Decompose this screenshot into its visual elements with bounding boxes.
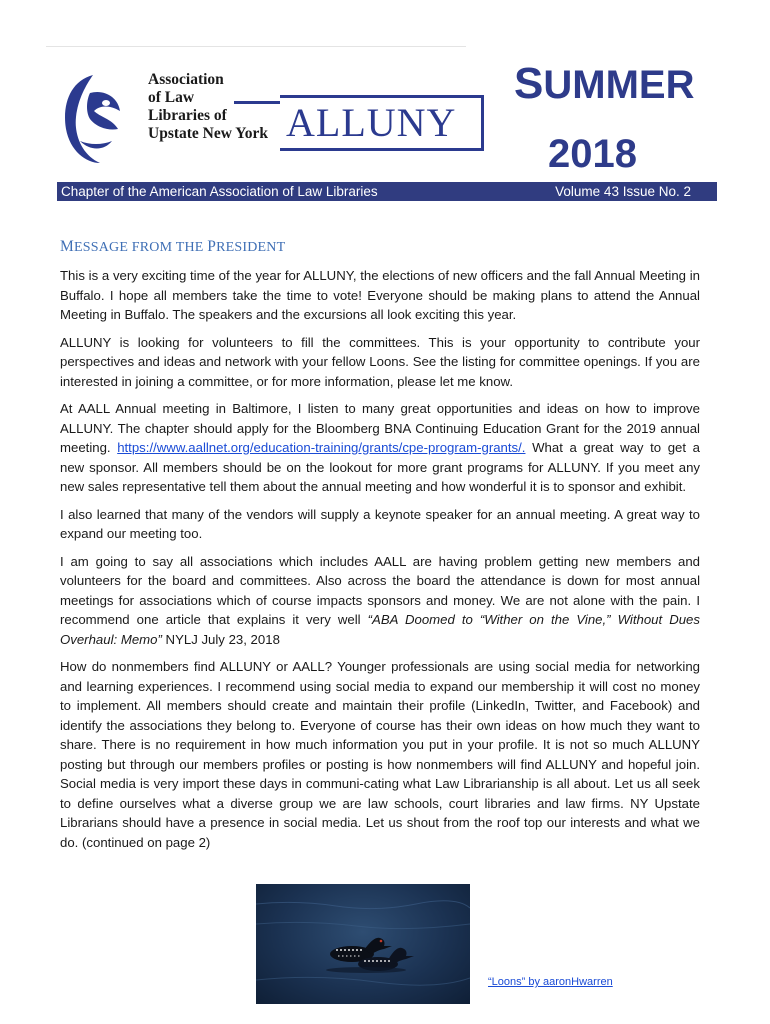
grant-link[interactable]: https://www.aallnet.org/education-training/grants/cpe-program-grants/.: [117, 440, 526, 455]
issue-season: [514, 59, 695, 108]
paragraph-text: NYLJ July 23, 2018: [161, 631, 280, 647]
title-part-1: ESSAGE FROM THE: [73, 240, 208, 255]
issue-season-rest: UMMER: [543, 63, 695, 107]
paragraph-text: At AALL Annual meeting in Baltimore, I listen to many great opportunities and ideas on how to improve ALLUNY. The chapter should apply for the Bloomberg BNA Continuing Education Grant for the 2019 annual meeting.: [60, 401, 700, 455]
loon-photo: [256, 884, 470, 1004]
paragraph-text: I am going to say all associations which includes AALL are having problem getting new members and volunteers for the board and committees. Also across the board the attendance is down for most annual meetings for associations which of course impacts sponsors and money. We are not alone with the pain. I recommend one article that explains it very well: [60, 553, 700, 627]
president-message: [60, 266, 700, 860]
paragraph-text: What a great way to get a new sponsor. All members should be on the lookout for more grant programs for ALLUNY. If you meet any new sales representative tell them about the annual meeting and how wonderful it is to sponsor and exhibit.: [60, 440, 700, 494]
logo-line: Upstate New York: [148, 125, 268, 142]
title-initial-p: P: [207, 238, 217, 255]
logo-association-name: [148, 71, 268, 143]
volume-text: Volume 43 Issue No. 2: [555, 184, 691, 199]
paragraph: How do nonmembers find ALLUNY or AALL? Younger professionals are using social media for networking and learning experiences. I recommend using social media to expand our membership it will cost no money to implement. All members should create and maintain their profile (LinkedIn, Twitter, and Facebook) and identify the associations they belong to. Everyone of course has their own ideas on how much they want to share. There is no requirement in how much information you put in your profile. It is not so much ALLUNY posting but through our members profiles or posting is how nonmembers will find ALLUNY and hopeful join. Social media is very import these days in communi-cating what Law Librarianship is all about. Let us all seek to define ourselves what a diverse group we are law schools, court libraries and law firms. NY Upstate Librarians should have a presence in social media. Let us shout from the roof top our interests and what we do. (continued on page 2): [60, 659, 700, 850]
logo-line: Association: [148, 71, 224, 88]
loon-photo-icon: [256, 884, 470, 1004]
photo-caption-link[interactable]: “Loons” by aaronHwarren: [488, 976, 613, 988]
logo-line: of Law: [148, 89, 195, 106]
chapter-text: Chapter of the American Association of Law Libraries: [61, 184, 378, 199]
title-part-2: RESIDENT: [216, 240, 286, 255]
paragraph: [60, 552, 700, 650]
logo-line: Libraries of: [148, 107, 227, 124]
association-logo: [46, 46, 466, 179]
article-citation: “ABA Doomed to “Wither on the Vine,” Without Dues Overhaul: Memo”: [60, 612, 700, 647]
paragraph: ALLUNY is looking for volunteers to fill the committees. This is your opportunity to contribute your perspectives and ideas and network with your fellow Loons. See the listing for committee openings. If you are interested in joining a committee, or for more information, please let me know.: [60, 334, 700, 389]
paragraph: I also learned that many of the vendors will supply a keynote speaker for an annual meeting. A great way to expand our meeting too.: [60, 506, 700, 541]
chapter-banner: [57, 182, 717, 201]
issue-year: 2018: [548, 132, 637, 176]
paragraph: This is a very exciting time of the year for ALLUNY, the elections of new officers and the fall Annual Meeting in Buffalo. I hope all members take the time to vote! Everyone should be making plans to attend the Annual Meeting in Buffalo. The speakers and the excursions all look exciting this year.: [60, 268, 700, 322]
bird-emblem-icon: [60, 71, 126, 167]
section-title: [60, 238, 285, 256]
logo-rule: [234, 101, 280, 104]
paragraph: [60, 399, 700, 497]
logo-brand-name: ALLUNY: [280, 95, 484, 151]
title-initial-m: M: [60, 238, 74, 255]
issue-season-initial: S: [514, 59, 544, 108]
